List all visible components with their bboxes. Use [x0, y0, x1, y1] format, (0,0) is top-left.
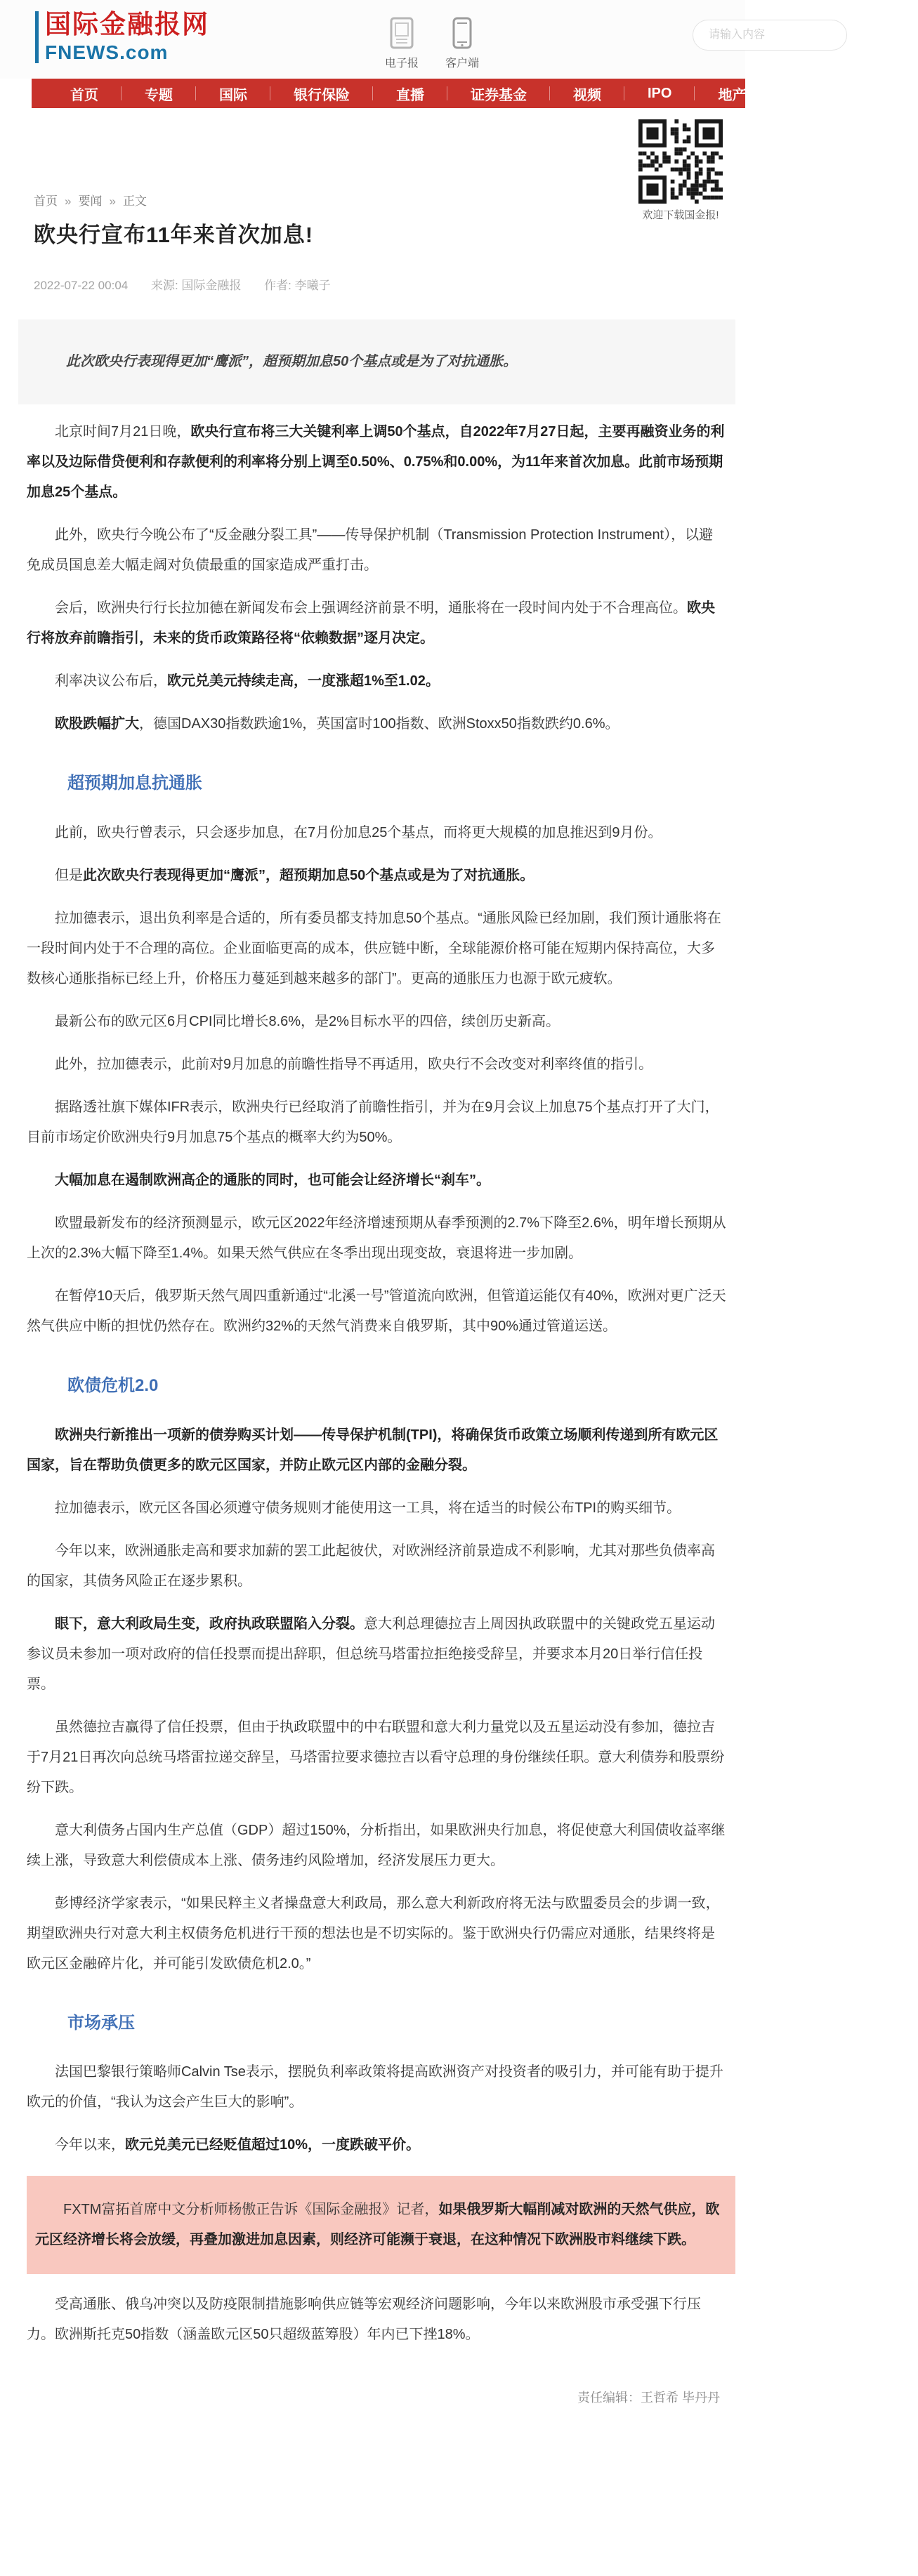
- breadcrumb-item-2[interactable]: 要闻: [78, 194, 103, 208]
- main-nav-list: [32, 79, 918, 108]
- nav-item-9[interactable]: 地产: [695, 79, 769, 108]
- qr-download-block: [636, 119, 726, 222]
- epaper-icon: [388, 17, 415, 49]
- epaper-link[interactable]: [385, 17, 419, 70]
- paragraph: 此外，欧央行今晚公布了“反金融分裂工具”——传导保护机制（Transmission Protection Instrument），以避免成员国息差大幅走阔对负债最重的国家造成严重打击。: [27, 527, 714, 574]
- paragraph: 会后，欧洲央行行长拉加德在新闻发布会上强调经济前景不明，通胀将在一段时间内处于不合理高位。欧央行将放弃前瞻指引，未来的货币政策路径将“依赖数据”逐月决定。: [27, 600, 715, 647]
- app-label: 客户端: [445, 58, 480, 70]
- paragraph: 拉加德表示，退出负利率是合适的，所有委员都支持加息50个基点。“通胀风险已经加剧，我们预计通胀将在一段时间内处于不合理的高位。企业面临更高的成本，供应链中断，全球能源价格可能在短期内保持高位，大多数核心通胀指标已经上升，价格压力蔓延到越来越多的部门”。更高的通胀压力也源于欧元疲软。: [27, 910, 721, 986]
- nav-item-11[interactable]: 消费: [844, 79, 918, 108]
- nav-item-7[interactable]: 视频: [550, 79, 624, 108]
- qr-caption: 欢迎下载国金报!: [642, 209, 719, 221]
- paragraph: 据路透社旗下媒体IFR表示，欧洲央行已经取消了前瞻性指引，并为在9月会议上加息75个基点打开了大门，目前市场定价欧洲央行9月加息75个基点的概率大约为50%。: [27, 1099, 719, 1145]
- paragraph: 今年以来，欧元兑美元已经贬值超过10%，一度跌破平价。: [55, 2137, 421, 2153]
- paragraph: 最新公布的欧元区6月CPI同比增长8.6%，是2%目标水平的四倍，续创历史新高。: [55, 1013, 560, 1029]
- paragraph: 利率决议公布后，欧元兑美元持续走高，一度涨超1%至1.02。: [55, 673, 440, 689]
- site-logo[interactable]: [35, 11, 209, 63]
- paragraph: 欧洲央行新推出一项新的债券购买计划——传导保护机制(TPI)，将确保货币政策立场顺利传递到所有欧元区国家，旨在帮助负债更多的欧元区国家，并防止欧元区内部的金融分裂。: [27, 1427, 719, 1473]
- paragraph: 眼下，意大利政局生变，政府执政联盟陷入分裂。意大利总理德拉吉上周因执政联盟中的关键政党五星运动参议员未参加一项对政府的信任投票而提出辞职，但总统马塔雷拉拒绝接受辞呈，并要求本月20日举行信任投票。: [27, 1616, 715, 1692]
- app-link[interactable]: [445, 17, 479, 70]
- logo-cn-text: 国际金融报网: [45, 11, 209, 39]
- article-meta: [34, 275, 727, 293]
- paragraph: 虽然德拉吉赢得了信任投票，但由于执政联盟中的中右联盟和意大利力量党以及五星运动没有参加，德拉吉于7月21日再次向总统马塔雷拉递交辞呈，马塔雷拉要求德拉吉以看守总理的身份继续任职。意大利债券和股票纷纷下跌。: [27, 1719, 725, 1795]
- logo-accent-bar: [35, 11, 39, 63]
- section-heading: 市场承压: [67, 2013, 135, 2033]
- site-header: [0, 0, 745, 79]
- header-quick-links: [385, 17, 479, 70]
- paragraph: 彭博经济学家表示，“如果民粹主义者操盘意大利政局，那么意大利新政府将无法与欧盟委员会的步调一致，期望欧洲央行对意大利主权债务危机进行干预的想法也是不切实际的。鉴于欧洲央行仍需应对通胀，结果终将是欧元区金融碎片化，并可能引发欧债危机2.0。”: [27, 1895, 720, 1971]
- paragraph: 意大利债务占国内生产总值（GDP）超过150%，分析指出，如果欧洲央行加息，将促使意大利国债收益率继续上涨，导致意大利偿债成本上涨、债务违约风险增加，经济发展压力更大。: [27, 1822, 726, 1868]
- nav-item-5[interactable]: 直播: [373, 79, 447, 108]
- paragraph: 欧盟最新发布的经济预测显示，欧元区2022年经济增速预期从春季预测的2.7%下降至2.6%，明年增长预期从上次的2.3%大幅下降至1.4%。如果天然气供应在冬季出现出现变故，衰退将进一步加剧。: [27, 1215, 726, 1261]
- nav-item-8[interactable]: IPO: [624, 79, 695, 108]
- qr-code: [638, 119, 723, 204]
- breadcrumb: [34, 108, 727, 209]
- section-heading: 超预期加息抗通胀: [67, 774, 202, 793]
- paragraph: 北京时间7月21日晚，欧央行宣布将三大关键利率上调50个基点，自2022年7月27日起，主要再融资业务的利率以及边际借贷便利和存款便利的利率将分别上调至0.50%、0.75%和0.00%，为11年来首次加息。此前市场预期加息25个基点。: [27, 424, 725, 501]
- app-icon: [452, 17, 473, 49]
- paragraph: 受高通胀、俄乌冲突以及防疫限制措施影响供应链等宏观经济问题影响，今年以来欧洲股市承受强下行压力。欧洲斯托克50指数（涵盖欧元区50只超级蓝筹股）年内已下挫18%。: [27, 2297, 701, 2343]
- publish-date: 2022-07-22 00:04: [34, 279, 129, 293]
- epaper-label: 电子报: [385, 58, 419, 70]
- paragraph: 拉加德表示，欧元区各国必须遵守债务规则才能使用这一工具，将在适当的时候公布TPI的购买细节。: [55, 1500, 681, 1516]
- paragraph: 今年以来，欧洲通胀走高和要求加薪的罢工此起彼伏，对欧洲经济前景造成不利影响，尤其对那些负债率高的国家，其债务风险正在逐步累积。: [27, 1543, 715, 1589]
- paragraph: 但是此次欧央行表现得更加“鹰派”，超预期加息50个基点或是为了对抗通胀。: [55, 867, 535, 883]
- search-input[interactable]: [693, 20, 847, 51]
- article-author: 作者: 李曦子: [264, 279, 331, 293]
- nav-item-1[interactable]: 首页: [47, 79, 122, 108]
- breadcrumb-separator: »: [65, 194, 72, 208]
- summary-box: 此次欧央行表现得更加“鹰派”，超预期加息50个基点或是为了对抗通胀。: [18, 319, 735, 404]
- breadcrumb-item-1[interactable]: 首页: [34, 194, 58, 208]
- paragraph: 此外，拉加德表示，此前对9月加息的前瞻性指导不再适用，欧央行不会改变对利率终值的指引。: [55, 1056, 653, 1072]
- article-source: 来源: 国际金融报: [150, 279, 242, 293]
- highlight-paragraph: FXTM富拓首席中文分析师杨傲正告诉《国际金融报》记者，如果俄罗斯大幅削减对欧洲的天然气供应，欧元区经济增长将会放缓，再叠加激进加息因素，则经济可能濒于衰退，在这种情况下欧洲股市料继续下跌。: [27, 2176, 735, 2274]
- main-nav: [32, 79, 896, 108]
- nav-item-4[interactable]: 银行保险: [270, 79, 373, 108]
- nav-item-2[interactable]: 专题: [122, 79, 196, 108]
- nav-item-10[interactable]: 汽车: [769, 79, 844, 108]
- breadcrumb-separator: »: [109, 194, 116, 208]
- paragraph: 法国巴黎银行策略师Calvin Tse表示，摆脱负利率政策将提高欧洲资产对投资者的吸引力，并可能有助于提升欧元的价值，“我认为这会产生巨大的影响”。: [27, 2064, 723, 2111]
- paragraph: 欧股跌幅扩大，德国DAX30指数跌逾1%，英国富时100指数、欧洲Stoxx50指数跌约0.6%。: [55, 716, 619, 732]
- paragraph: 在暂停10天后，俄罗斯天然气周四重新通过“北溪一号”管道流向欧洲，但管道运能仅有40%，欧洲对更广泛天然气供应中断的担忧仍然存在。欧洲约32%的天然气消费来自俄罗斯，其中90%通过管道运送。: [27, 1288, 726, 1334]
- paragraph: 此前，欧央行曾表示，只会逐步加息，在7月份加息25个基点，而将更大规模的加息推迟到9月份。: [55, 824, 662, 840]
- nav-item-3[interactable]: 国际: [196, 79, 270, 108]
- section-heading: 欧债危机2.0: [67, 1375, 159, 1395]
- paragraph: 大幅加息在遏制欧洲高企的通胀的同时，也可能会让经济增长“刹车”。: [55, 1172, 490, 1188]
- nav-item-6[interactable]: 证券基金: [447, 79, 550, 108]
- article-body: [18, 417, 735, 2350]
- page-title: 欧央行宣布11年来首次加息!: [34, 223, 314, 247]
- article-page: [0, 108, 745, 2426]
- logo-en-text: FNEWS.com: [45, 41, 169, 63]
- editor-line: 责任编辑：王哲希 毕丹丹: [577, 2391, 720, 2405]
- breadcrumb-item-3: 正文: [122, 194, 147, 208]
